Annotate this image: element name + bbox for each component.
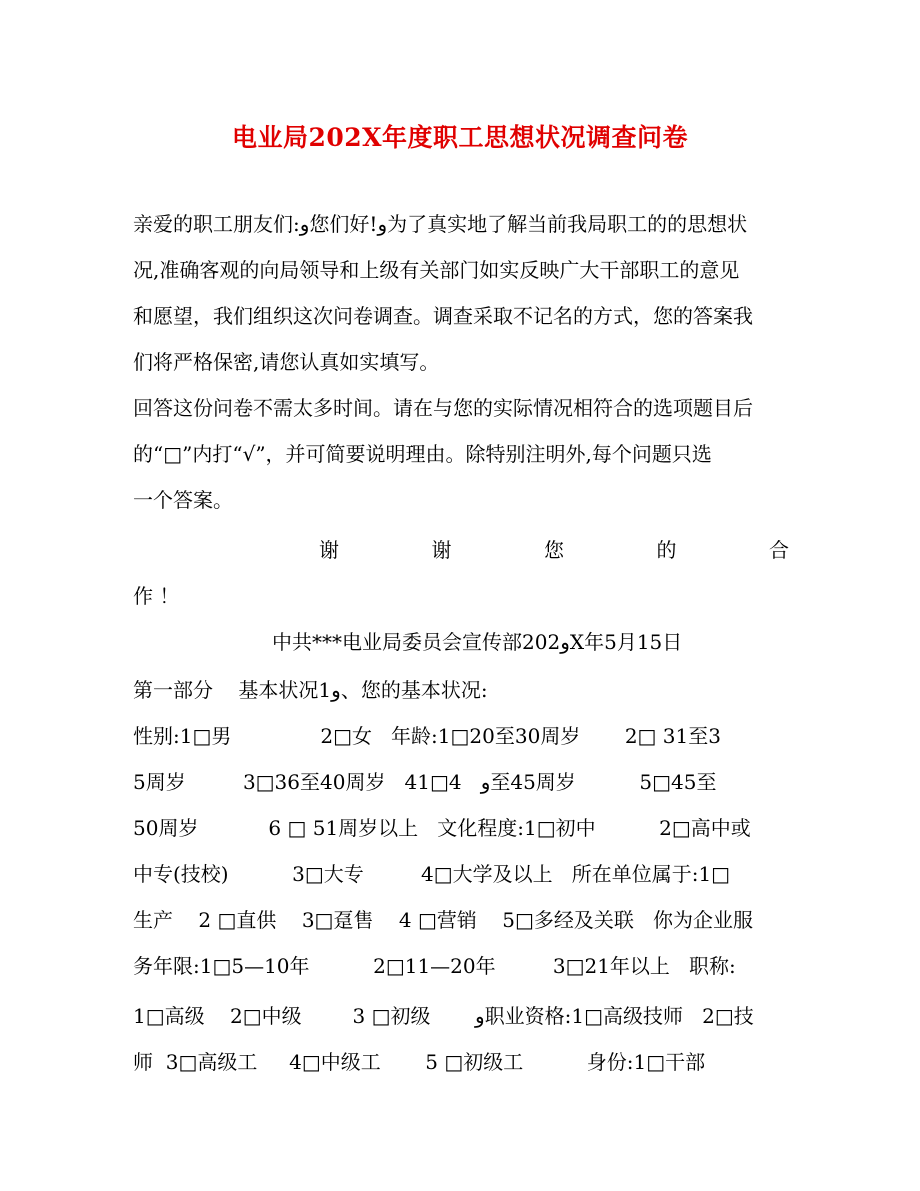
thanks-char: 您 (544, 538, 564, 562)
intro-line: 的“□”内打“√”，并可简要说明理由。除特别注明外,每个问题只选 (133, 442, 712, 466)
intro-line: 回答这份问卷不需太多时间。请在与您的实际情况相符合的选项题目后 (133, 396, 753, 420)
intro-line: 们将严格保密,请您认真如实填写。 (133, 350, 440, 374)
thanks-char: 谢 (431, 538, 452, 562)
intro-line: 一个答案。 (133, 488, 233, 512)
intro-line: 亲爱的职工朋友们:و您们好!و为了真实地了解当前我局职工的的思想状 (133, 212, 748, 236)
body-line: 生产 2 □直供 3□趸售 4 □营销 5□多经及关联 你为企业服 (133, 908, 753, 932)
thanks-char: 的 (656, 538, 677, 562)
intro-line: 况,准确客观的向局领导和上级有关部门如实反映广大干部职工的意见 (133, 258, 740, 282)
page-title: 电业局202X年度职工思想状况调查问卷 (231, 123, 689, 152)
thanks-line (133, 536, 789, 564)
body-line: 务年限:1□5—10年 2□11—20年 3□21年以上 职称: (133, 954, 736, 978)
body-line: 性别:1□男 2□女 年龄:1□20至30周岁 2□ 31至3 (133, 724, 721, 748)
signature-line: 中共***电业局委员会宣传部202وX年5月15日 (272, 630, 683, 654)
section-heading: 第一部分 基本状况1و、您的基本状况: (133, 678, 488, 702)
thanks-char: 合 (769, 538, 789, 562)
body-line: 师 3□高级工 4□中级工 5 □初级工 身份:1□干部 (133, 1050, 706, 1074)
thanks-tail: 作 ！ (133, 584, 180, 608)
body-line: 5周岁 3□36至40周岁 41□4 و至45周岁 5□45至 (133, 770, 717, 794)
thanks-char: 谢 (319, 538, 339, 562)
body-line: 中专(技校) 3□大专 4□大学及以上 所在单位属于:1□ (133, 862, 731, 886)
intro-line: 和愿望，我们组织这次问卷调查。调查采取不记名的方式，您的答案我 (133, 304, 753, 328)
body-line: 1□高级 2□中级 3 □初级 و职业资格:1□高级技师 2□技 (133, 1004, 754, 1028)
body-line: 50周岁 6 □ 51周岁以上 文化程度:1□初中 2□高中或 (133, 816, 751, 840)
